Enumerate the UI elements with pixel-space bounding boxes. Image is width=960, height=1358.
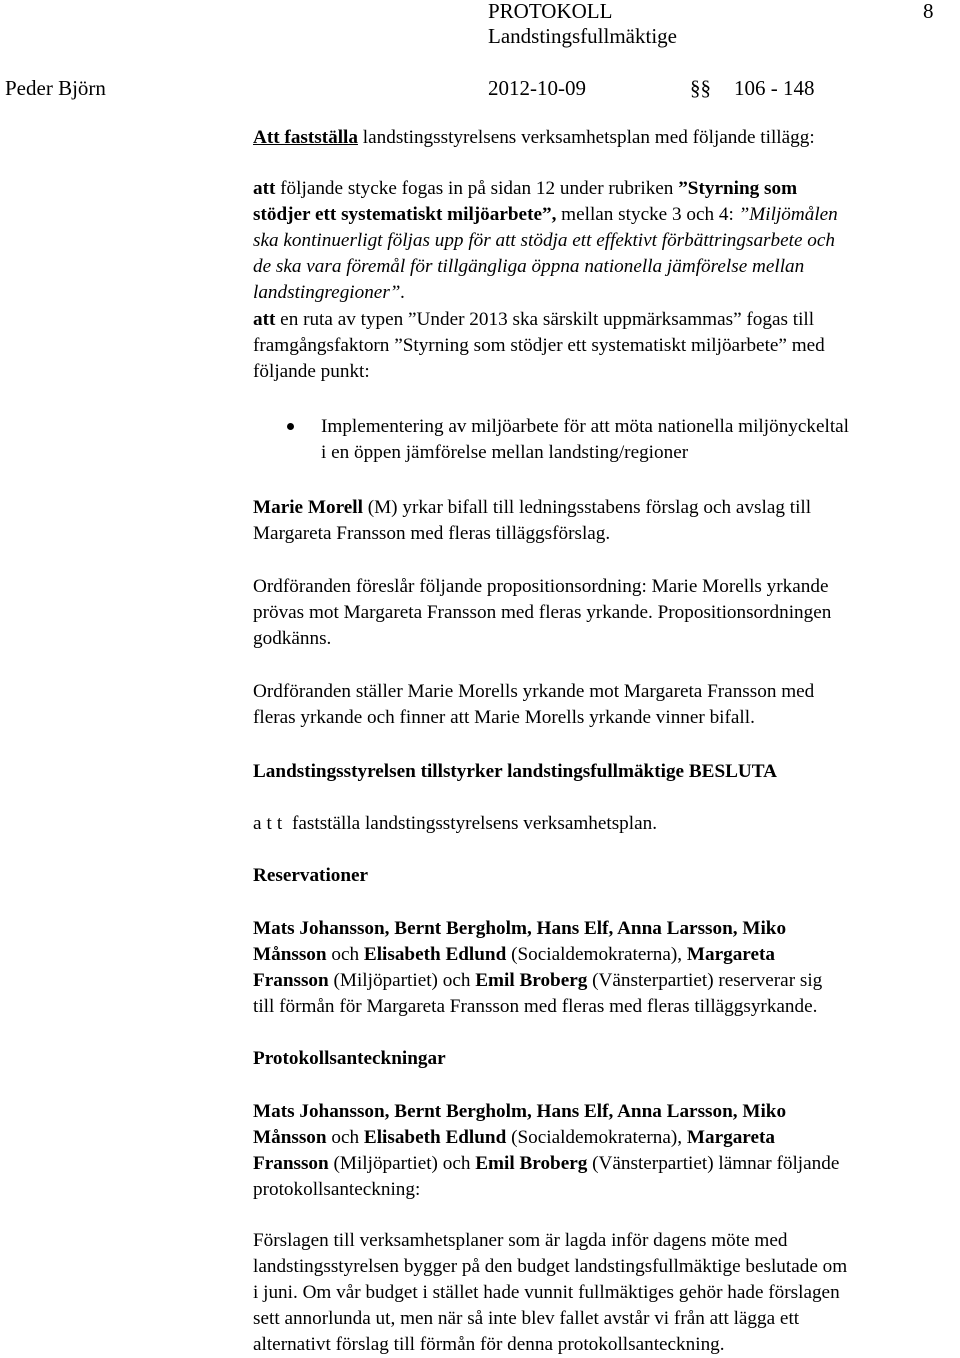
reservationer-paragraph (253, 916, 822, 1020)
res-name-mansson: Månsson (253, 944, 327, 965)
morell-paragraph (253, 495, 811, 547)
ordf2-line1: Ordföranden ställer Marie Morells yrkande mot Margareta Fransson med (253, 681, 815, 702)
ant-line1: Förslagen till verksamhetsplaner som är lagda inför dagens möte med (253, 1230, 788, 1251)
prot-name-edlund: Elisabeth Edlund (363, 1127, 507, 1148)
att2-line1: en ruta av typen ”Under 2013 ska särskilt uppmärksammas” fogas till (280, 309, 815, 330)
intro-rest: landstingsstyrelsens verksamhetsplan med följande tillägg: (362, 127, 815, 148)
res-name-margareta: Margareta (686, 944, 775, 965)
bullet-icon (287, 423, 294, 430)
organ-name: Landstingsfullmäktige (488, 24, 677, 48)
att1-line1-text: följande stycke fogas in på sidan 12 under rubriken (280, 178, 674, 199)
att1-line1-bold: ”Styrning som (678, 178, 798, 199)
res-line4: till förmån för Margareta Fransson med fleras med fleras tilläggsyrkande. (253, 996, 818, 1017)
att2-line2: framgångsfaktorn ”Styrning som stödjer ett systematiskt miljöarbete” med (253, 335, 825, 356)
att-paragraph-1 (253, 176, 838, 306)
att-keyword: att (253, 309, 276, 330)
prot-name-mansson: Månsson (253, 1127, 327, 1148)
beslut-body: fastställa landstingsstyrelsens verksamhetsplan. (291, 813, 658, 834)
protokollsanteckningar-paragraph (253, 1099, 839, 1203)
section-symbol: §§ (690, 76, 711, 100)
morell-line1: (M) yrkar bifall till ledningsstabens förslag och avslag till (367, 497, 812, 518)
att-paragraph-2 (253, 307, 825, 385)
res-name-edlund: Elisabeth Edlund (363, 944, 507, 965)
prot-name-broberg: Emil Broberg (475, 1153, 588, 1174)
prot-party-s: (Socialdemokraterna), (511, 1127, 683, 1148)
ant-line2: landstingsstyrelsen bygger på den budget landstingsfullmäktige beslutade om (253, 1256, 848, 1277)
meeting-date: 2012-10-09 (488, 76, 586, 100)
att-keyword: att (253, 178, 276, 199)
att1-line2-text: mellan stycke 3 och 4: (561, 204, 734, 225)
res-party-v: (Vänsterpartiet) reserverar sig (592, 970, 823, 991)
ant-line5: alternativt förslag till förmån för denna protokollsanteckning. (253, 1334, 725, 1355)
ant-line4: sett annorlunda ut, men när så inte blev fallet avstår vi från att lägga ett (253, 1308, 800, 1329)
person-name: Peder Björn (5, 76, 106, 100)
morell-line2: Margareta Fransson med fleras tilläggsförslag. (253, 523, 611, 544)
prot-och: och (331, 1127, 360, 1148)
att2-line3: följande punkt: (253, 361, 370, 382)
res-name-broberg: Emil Broberg (475, 970, 588, 991)
res-line1: Mats Johansson, Bernt Bergholm, Hans Elf, Anna Larsson, Miko (253, 918, 787, 939)
doc-type: PROTOKOLL (488, 0, 613, 23)
ordforande-paragraph-1 (253, 574, 831, 652)
att1-line2-bold: stödjer ett systematiskt miljöarbete”, (253, 204, 557, 225)
att1-line2-italic: ”Miljömålen (738, 204, 838, 225)
att-keyword: att (253, 813, 288, 834)
page-number: 8 (923, 0, 934, 23)
att1-line4: de ska vara föremål för tillgängliga öppna nationella jämförelse mellan (253, 256, 805, 277)
intro-lead: Att fastställa (253, 127, 358, 148)
ant-line3: i juni. Om vår budget i stället hade vunnit fullmäktiges gehör hade förslagen (253, 1282, 840, 1303)
intro-paragraph (253, 125, 815, 151)
bullet-item (321, 414, 849, 466)
bullet-line2: i en öppen jämförelse mellan landsting/regioner (321, 442, 689, 463)
prot-name-fransson: Fransson (253, 1153, 329, 1174)
protokollsanteckningar-heading: Protokollsanteckningar (253, 1048, 446, 1069)
prot-party-mp: (Miljöpartiet) och (333, 1153, 471, 1174)
att1-line3: ska kontinuerligt följas upp för att stödja ett effektivt förbättringsarbete och (253, 230, 835, 251)
res-party-s: (Socialdemokraterna), (511, 944, 683, 965)
att1-line5: landstingregioner”. (253, 282, 406, 303)
reservationer-heading: Reservationer (253, 865, 369, 886)
ordf2-line2: fleras yrkande och finner att Marie Morells yrkande vinner bifall. (253, 707, 755, 728)
ordf1-line2: prövas mot Margareta Fransson med fleras yrkande. Propositionsordningen (253, 602, 832, 623)
res-och: och (331, 944, 360, 965)
prot-line1: Mats Johansson, Bernt Bergholm, Hans Elf, Anna Larsson, Miko (253, 1101, 787, 1122)
beslut-heading: Landstingsstyrelsen tillstyrker landstingsfullmäktige BESLUTA (253, 761, 778, 782)
res-name-fransson: Fransson (253, 970, 329, 991)
beslut-text (253, 811, 657, 837)
prot-name-margareta: Margareta (686, 1127, 775, 1148)
ordf1-line1: Ordföranden föreslår följande propositionsordning: Marie Morells yrkande (253, 576, 829, 597)
prot-party-v: (Vänsterpartiet) lämnar följande (592, 1153, 840, 1174)
ordf1-line3: godkänns. (253, 628, 332, 649)
ordforande-paragraph-2 (253, 679, 814, 731)
prot-line4: protokollsanteckning: (253, 1179, 421, 1200)
section-range: 106 - 148 (734, 76, 815, 100)
bullet-line1: Implementering av miljöarbete för att möta nationella miljönyckeltal (321, 416, 850, 437)
res-party-mp: (Miljöpartiet) och (333, 970, 471, 991)
speaker-name: Marie Morell (253, 497, 363, 518)
anteckning-paragraph (253, 1228, 847, 1358)
